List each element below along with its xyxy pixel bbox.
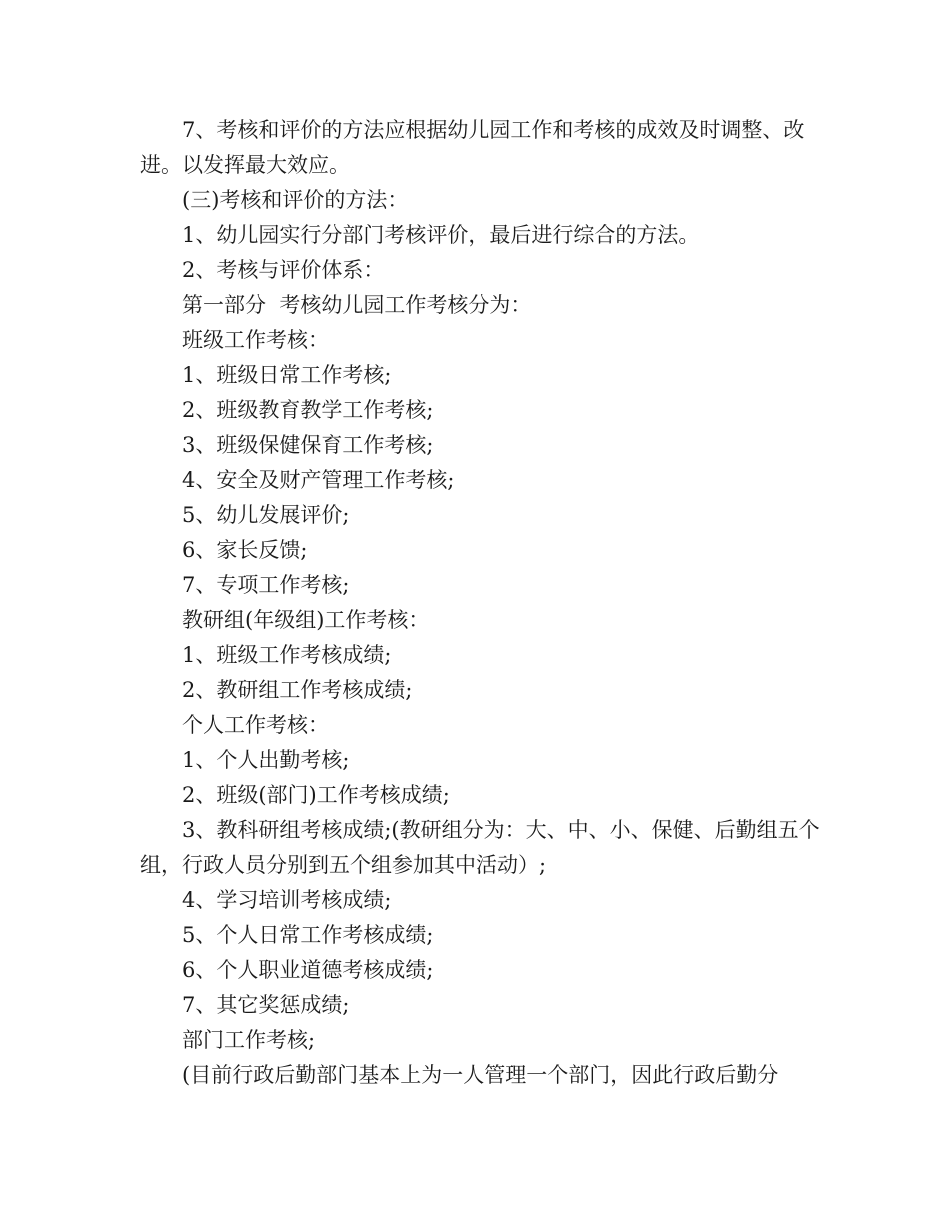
list-item: 4、安全及财产管理工作考核; — [182, 468, 455, 492]
paragraph-item: 2、考核与评价体系： — [182, 258, 385, 282]
section-heading-methods: (三)考核和评价的方法： — [182, 188, 409, 212]
paragraph-department-note: (目前行政后勤部门基本上为一人管理一个部门，因此行政后勤分 — [182, 1063, 779, 1087]
list-item-research-groups: 3、教科研组考核成绩;(教研组分为：大、中、小、保健、后勤组五个组，行政人员分别到五个组参加其中活动）; — [140, 818, 820, 877]
subsection-heading-part-one: 第一部分 考核幼儿园工作考核分为： — [182, 293, 532, 317]
list-item: 4、学习培训考核成绩; — [182, 888, 392, 912]
list-item: 7、专项工作考核; — [182, 573, 350, 597]
group-heading-department-work: 部门工作考核; — [182, 1028, 316, 1052]
list-item: 6、个人职业道德考核成绩; — [182, 958, 434, 982]
paragraph-method-adjustment: 7、考核和评价的方法应根据幼儿园工作和考核的成效及时调整、改进。以发挥最大效应。 — [140, 118, 805, 177]
list-item: 5、个人日常工作考核成绩; — [182, 923, 434, 947]
list-item: 3、班级保健保育工作考核; — [182, 433, 434, 457]
list-item: 2、班级(部门)工作考核成绩; — [182, 783, 450, 807]
list-item: 1、班级工作考核成绩; — [182, 643, 392, 667]
document-body — [140, 113, 820, 1093]
group-heading-class-work: 班级工作考核： — [182, 328, 329, 352]
list-item: 1、班级日常工作考核; — [182, 363, 392, 387]
list-item: 6、家长反馈; — [182, 538, 308, 562]
list-item: 5、幼儿发展评价; — [182, 503, 350, 527]
list-item: 7、其它奖惩成绩; — [182, 993, 350, 1017]
list-item: 2、班级教育教学工作考核; — [182, 398, 434, 422]
group-heading-individual-work: 个人工作考核： — [182, 713, 329, 737]
group-heading-teaching-research: 教研组(年级组)工作考核： — [182, 608, 430, 632]
list-item: 2、教研组工作考核成绩; — [182, 678, 413, 702]
paragraph-item: 1、幼儿园实行分部门考核评价，最后进行综合的方法。 — [182, 223, 700, 247]
list-item: 1、个人出勤考核; — [182, 748, 350, 772]
